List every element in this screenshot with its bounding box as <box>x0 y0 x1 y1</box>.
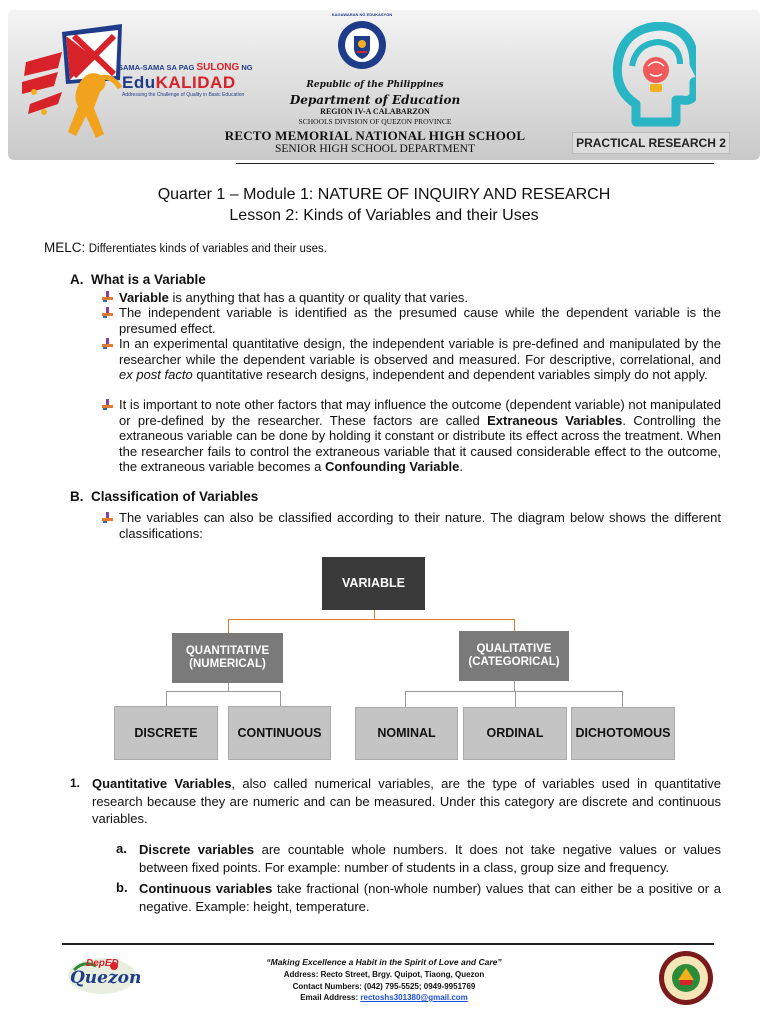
seal-caption: KAGAWARAN NG EDUKASYON <box>331 12 393 17</box>
footer-contact: Contact Numbers: (042) 795-5525; 0949-9951769 <box>292 982 476 991</box>
connector-ordinal-up <box>515 691 516 707</box>
node-qualitative <box>459 631 569 681</box>
footer-email-line <box>200 992 568 1003</box>
bullet-pointer-icon <box>102 338 113 349</box>
footer-motto: “Making Excellence a Habit in the Spirit of Love and Care” <box>266 957 502 967</box>
item-quantitative-variables <box>92 775 721 828</box>
ex-post-facto-term: ex post facto <box>119 367 193 383</box>
connector-root-down <box>374 610 375 619</box>
header-divider <box>236 163 714 164</box>
node-quantitative-line1: QUANTITATIVE <box>185 645 270 657</box>
connector-continuous-up <box>280 691 281 706</box>
node-continuous: CONTINUOUS <box>228 706 331 760</box>
school-seal <box>658 950 714 1006</box>
school-name: RECTO MEMORIAL NATIONAL HIGH SCHOOL <box>224 128 526 143</box>
node-quantitative-line2: (NUMERICAL) <box>189 658 266 670</box>
item-a-label: a. <box>116 841 127 856</box>
logo-tagline: Addressing the Challenge of Quality in Basic Education <box>122 92 245 98</box>
bullet-pointer-icon <box>102 399 113 410</box>
melc-text: Differentiates kinds of variables and their uses. <box>88 243 327 255</box>
logo-edu: Edu <box>122 73 156 92</box>
continuous-description: take fractional (non-whole number) values that can either be a positive or a negative. Example: height, temperature. <box>139 881 721 914</box>
deped-seal <box>337 20 387 70</box>
node-ordinal: ORDINAL <box>463 707 567 760</box>
logo-line1-prefix: SAMA-SAMA SA PAG <box>118 63 197 72</box>
division-line: SCHOOLS DIVISION OF QUEZON PROVINCE <box>298 117 452 126</box>
experimental-text-1: In an experimental quantitative design, the independent variable is pre-defined and manipulated by the researcher while the dependent variable is observed and measured. For descriptive, correlational, and <box>119 336 721 367</box>
logo-deped-text: DepED <box>86 958 119 969</box>
extraneous-text-1: It is important to note other factors that may influence the outcome (dependent variable) not manipulated or pre-defined by the researcher. These factors are called <box>119 397 721 428</box>
node-qualitative-line1: QUALITATIVE <box>476 643 552 655</box>
bullet-experimental-design <box>119 336 721 383</box>
bullet-variable-definition <box>119 290 721 306</box>
logo-quezon-text: Quezon <box>70 968 142 988</box>
item-continuous-variables <box>139 880 721 916</box>
practical-research-logo <box>606 22 696 128</box>
connector-top-horizontal <box>228 619 514 620</box>
bullet-pointer-icon <box>102 291 113 302</box>
item-b-label: b. <box>116 880 128 895</box>
term-continuous-variables: Continuous variables <box>139 881 273 896</box>
connector-quant-horizontal <box>166 691 280 692</box>
section-a-heading: A. What is a Variable <box>70 272 206 287</box>
footer-email-link[interactable]: rectoshs301380@gmail.com <box>360 993 468 1002</box>
connector-qual-horizontal <box>405 691 623 692</box>
term-confounding-variable: Confounding Variable <box>324 459 460 475</box>
deped-seal-icon <box>337 20 387 70</box>
node-variable: VARIABLE <box>322 557 425 610</box>
region-line: REGION IV-A CALABARZON <box>320 107 430 116</box>
connector-quantitative-up <box>228 619 229 633</box>
lesson-title: Lesson 2: Kinds of Variables and their Uses <box>229 207 539 224</box>
experimental-text-2: quantitative research designs, independent and dependent variables simply do not apply. <box>192 367 708 383</box>
footer-email-label: Email Address: <box>300 993 361 1002</box>
subject-badge: PRACTICAL RESEARCH 2 <box>572 132 730 154</box>
node-dichotomous: DICHOTOMOUS <box>571 707 675 760</box>
connector-dichotomous-up <box>622 691 623 707</box>
extraneous-text-2: . Controlling the extraneous variable can be done by holding it constant or distribute its effect across the treatment. When the researcher fails to control the extraneous variable that it caused considerable effect to the outcome, the extraneous variable becomes a <box>119 412 721 475</box>
connector-qualitative-up <box>514 619 515 631</box>
republic-line: Republic of the Philippines <box>306 80 444 90</box>
node-discrete: DISCRETE <box>114 706 218 760</box>
module-title: Quarter 1 – Module 1: NATURE OF INQUIRY AND RESEARCH <box>157 186 611 203</box>
node-quantitative <box>172 633 283 683</box>
term-extraneous-variables: Extraneous Variables <box>487 412 623 428</box>
quantitative-description: , also called numerical variables, are the type of variables used in quantitative research because they are numeric and can be measured. Under this category are discrete and continuous variables. <box>92 776 722 826</box>
section-b-heading: B. Classification of Variables <box>70 489 259 504</box>
footer-address: Address: Recto Street, Brgy. Quipot, Tiaong, Quezon <box>283 970 485 979</box>
logo-line1 <box>118 62 253 73</box>
connector-nominal-up <box>405 691 406 707</box>
discrete-description: are countable whole numbers. It does not take negative values or values between fixed points. For example: number of students in a class, group size and frequency. <box>139 842 722 875</box>
term-variable: Variable <box>119 290 169 305</box>
department-line: Department of Education <box>289 93 461 107</box>
head-brain-bulb-icon <box>606 22 696 128</box>
logo-sulong: SULONG <box>196 62 240 73</box>
footer-divider <box>62 943 714 945</box>
term-discrete-variables: Discrete variables <box>139 842 255 857</box>
term-quantitative-variables: Quantitative Variables <box>92 776 232 791</box>
bullet-independent-dependent: The independent variable is identified as the presumed cause while the dependent variable is the presumed effect. <box>119 305 721 336</box>
node-qualitative-line2: (CATEGORICAL) <box>468 656 560 668</box>
logo-line1-suffix: NG <box>239 63 253 72</box>
item-1-number: 1. <box>70 776 81 790</box>
school-seal-icon <box>658 950 714 1006</box>
bullet-extraneous-variables <box>119 397 721 475</box>
connector-qual-down <box>514 681 515 691</box>
melc-label: MELC: <box>44 240 86 255</box>
item-discrete-variables <box>139 841 721 877</box>
bullet-pointer-icon <box>102 512 113 523</box>
shs-department: SENIOR HIGH SCHOOL DEPARTMENT <box>274 143 476 155</box>
logo-kalidad: KALIDAD <box>155 73 236 92</box>
bullet-pointer-icon <box>102 307 113 318</box>
melc-line <box>44 240 327 255</box>
bullet-classification-intro: The variables can also be classified according to their nature. The diagram below shows the different classifications: <box>119 510 721 541</box>
node-nominal: NOMINAL <box>355 707 458 760</box>
connector-quant-down <box>228 683 229 691</box>
connector-discrete-up <box>166 691 167 706</box>
extraneous-text-3: . <box>459 459 463 475</box>
variable-definition-text: is anything that has a quantity or quality that varies. <box>168 290 469 305</box>
